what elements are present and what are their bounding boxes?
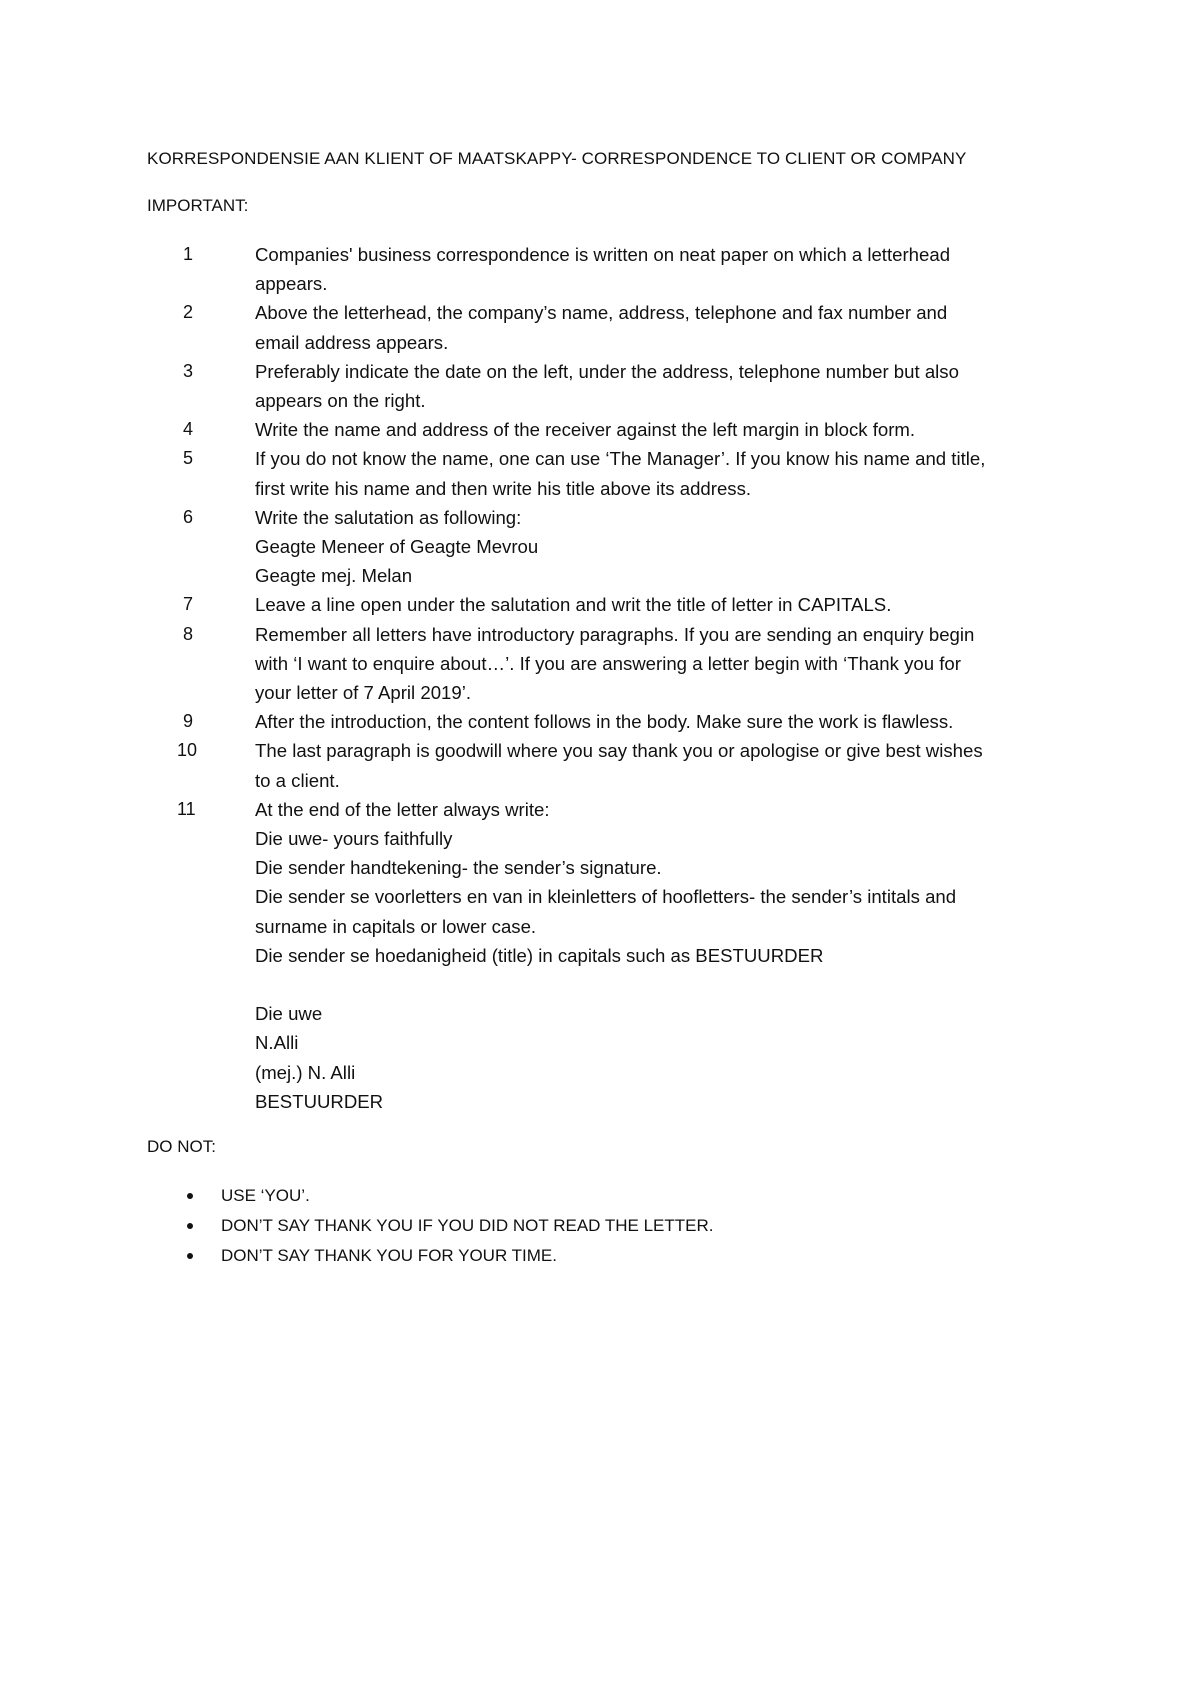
item-line: Die sender handtekening- the sender’s signature. xyxy=(255,857,662,879)
list-item xyxy=(147,736,1107,794)
item-text xyxy=(255,736,1107,794)
item-line: with ‘I want to enquire about…’. If you are answering a letter begin with ‘Thank you for xyxy=(255,652,961,674)
item-text xyxy=(255,240,1107,298)
do-not-item xyxy=(147,1241,1047,1271)
item-line: Above the letterhead, the company’s name, address, telephone and fax number and xyxy=(255,302,948,324)
list-item xyxy=(147,795,1107,1116)
list-item xyxy=(147,357,1107,415)
item-line: Companies' business correspondence is written on neat paper on which a letterhead xyxy=(255,244,951,265)
item-line: If you do not know the name, one can use ‘The Manager’. If you know his name and title, xyxy=(255,448,986,470)
item-line: After the introduction, the content follows in the body. Make sure the work is flawless. xyxy=(255,711,954,733)
instruction-list xyxy=(147,240,1107,1116)
item-number: 4 xyxy=(183,419,194,440)
example-name: (mej.) N. Alli xyxy=(255,1061,356,1083)
item-text xyxy=(255,795,1107,1116)
item-line: Leave a line open under the salutation and writ the title of letter in CAPITALS. xyxy=(255,594,892,616)
item-line: surname in capitals or lower case. xyxy=(255,915,537,937)
list-item xyxy=(147,298,1107,356)
do-not-heading: DO NOT: xyxy=(147,1137,216,1156)
item-line: The last paragraph is goodwill where you say thank you or apologise or give best wishes xyxy=(255,740,983,762)
item-text xyxy=(255,357,1107,415)
item-number: 1 xyxy=(183,244,194,264)
item-number: 10 xyxy=(177,740,198,761)
item-line: to a client. xyxy=(255,769,340,791)
do-not-text: USE ‘YOU’. xyxy=(221,1186,310,1205)
bullet-icon xyxy=(187,1193,193,1199)
item-text xyxy=(255,503,1107,591)
do-not-text: DON’T SAY THANK YOU FOR YOUR TIME. xyxy=(221,1246,557,1265)
bullet-icon xyxy=(187,1223,193,1229)
item-number: 11 xyxy=(177,798,196,819)
item-line: Die sender se hoedanigheid (title) in capitals such as BESTUURDER xyxy=(255,944,824,966)
item-line: your letter of 7 April 2019’. xyxy=(255,682,472,704)
item-line: Remember all letters have introductory paragraphs. If you are sending an enquiry begin xyxy=(255,623,975,645)
item-line: first write his name and then write his title above its address. xyxy=(255,477,752,499)
bullet-icon xyxy=(187,1253,193,1259)
list-item xyxy=(147,503,1107,591)
do-not-text: DON’T SAY THANK YOU IF YOU DID NOT READ THE LETTER. xyxy=(221,1216,714,1235)
item-line: Geagte Meneer of Geagte Mevrou xyxy=(255,536,539,558)
item-number: 3 xyxy=(183,360,194,381)
important-heading: IMPORTANT: xyxy=(147,196,249,215)
item-text xyxy=(255,415,1107,444)
item-line: Die uwe- yours faithfully xyxy=(255,828,453,850)
example-closing: Die uwe xyxy=(255,1003,323,1025)
item-number: 9 xyxy=(183,711,194,732)
item-number: 8 xyxy=(183,623,194,644)
do-not-list xyxy=(147,1181,1047,1271)
item-line: Die sender se voorletters en van in kleinletters of hoofletters- the sender’s intitals and xyxy=(255,886,957,908)
item-number: 6 xyxy=(183,506,194,527)
blank-line xyxy=(255,970,1107,999)
item-line: email address appears. xyxy=(255,331,449,353)
item-number: 7 xyxy=(183,594,194,615)
item-text xyxy=(255,707,1107,736)
item-line: appears. xyxy=(255,273,328,295)
item-line: Preferably indicate the date on the left, under the address, telephone number but also xyxy=(255,360,959,382)
list-item xyxy=(147,620,1107,708)
item-text xyxy=(255,590,1107,619)
do-not-item xyxy=(147,1181,1047,1211)
list-item xyxy=(147,590,1107,619)
item-text xyxy=(255,444,1107,502)
item-line: Write the salutation as following: xyxy=(255,506,522,528)
item-text xyxy=(255,298,1107,356)
list-item xyxy=(147,707,1107,736)
item-line: Write the name and address of the receiver against the left margin in block form. xyxy=(255,419,916,441)
example-signature: N.Alli xyxy=(255,1032,299,1054)
item-number: 5 xyxy=(183,448,194,469)
list-item xyxy=(147,240,1107,298)
list-item xyxy=(147,415,1107,444)
item-line: At the end of the letter always write: xyxy=(255,798,550,820)
list-item xyxy=(147,444,1107,502)
item-line: Geagte mej. Melan xyxy=(255,565,413,587)
document-title: KORRESPONDENSIE AAN KLIENT OF MAATSKAPPY- CORRESPONDENCE TO CLIENT OR COMPANY xyxy=(147,149,967,168)
item-number: 2 xyxy=(183,302,194,323)
do-not-item xyxy=(147,1211,1047,1241)
item-text xyxy=(255,620,1107,708)
example-title: BESTUURDER xyxy=(255,1090,384,1112)
item-line: appears on the right. xyxy=(255,390,426,412)
